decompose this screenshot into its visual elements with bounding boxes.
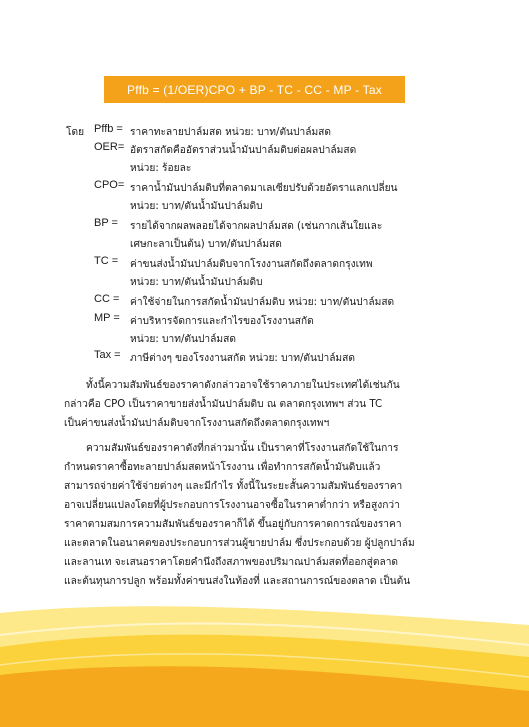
paragraph-2-line: และตลาดในอนาคตของประกอบการส่วนผู้ขายปาล์ม ซึ่งประกอบด้วย ผู้ปลูกปาล์ม <box>64 538 415 549</box>
desc-oer-line1: อัตราสกัดคืออัตราส่วนน้ำมันปาล์มดิบต่อผลปาล์มสด <box>130 145 357 156</box>
wave-graphic <box>0 595 529 727</box>
term-cc: CC = <box>94 293 120 305</box>
desc-pffb-line1: ราคาทะลายปาล์มสด หน่วย: บาท/ตันปาล์มสด <box>130 127 331 138</box>
desc-tc-line1: ค่าขนส่งน้ำมันปาล์มดิบจากโรงงานสกัดถึงตลาดกรุงเทพ <box>130 259 373 270</box>
term-cpo: CPO= <box>94 179 125 191</box>
paragraph-2-line: และลานเท จะเสนอราคาโดยคำนึงถึงสภาพของปริมาณปาล์มสดที่ออกสู่ตลาด <box>64 557 399 568</box>
desc-cc-line1: ค่าใช้จ่ายในการสกัดน้ำมันปาล์มดิบ หน่วย: บาท/ตันปาล์มสด <box>130 297 395 308</box>
paragraph-1-line: เป็นค่าขนส่งน้ำมันปาล์มดิบจากโรงงานสกัดถึงตลาดกรุงเทพฯ <box>64 418 330 429</box>
desc-mp-line1: ค่าบริหารจัดการและกำไรของโรงงานสกัด <box>130 316 314 327</box>
desc-tc-line2: หน่วย: บาท/ตันน้ำมันปาล์มดิบ <box>130 277 263 288</box>
desc-bp-line1: รายได้จากผลพลอยได้จากผลปาล์มสด (เช่นกากเส้นใยและ <box>130 221 383 232</box>
desc-oer-line2: หน่วย: ร้อยละ <box>130 163 192 174</box>
paragraph-1-line: ทั้งนี้ความสัมพันธ์ของราคาดังกล่าวอาจใช้ราคาภายในประเทศได้เช่นกัน <box>86 380 400 391</box>
paragraph-2-line: ความสัมพันธ์ของราคาดังที่กล่าวมานั้น เป็นราคาที่โรงงานสกัดใช้ในการ <box>86 443 399 454</box>
term-mp: MP = <box>94 312 120 324</box>
term-oer: OER= <box>94 141 125 153</box>
term-pffb: Pffb = <box>94 123 123 135</box>
paragraph-1-line: กล่าวคือ CPO เป็นราคาขายส่งน้ำมันปาล์มดิบ ณ ตลาดกรุงเทพฯ ส่วน TC <box>64 399 383 410</box>
term-bp: BP = <box>94 217 118 229</box>
desc-mp-line2: หน่วย: บาท/ตันปาล์มสด <box>130 334 236 345</box>
decorative-wave-band <box>0 595 529 727</box>
definitions-label: โดย <box>66 127 85 138</box>
term-tax: Tax = <box>94 349 121 361</box>
desc-cpo-line2: หน่วย: บาท/ตันน้ำมันปาล์มดิบ <box>130 201 263 212</box>
term-tc: TC = <box>94 255 119 267</box>
paragraph-2-line: สามารถจ่ายค่าใช้จ่ายต่างๆ และมีกำไร ทั้งนี้ในระยะสั้นความสัมพันธ์ของราคา <box>64 481 403 492</box>
paragraph-2-line: และต้นทุนการปลูก พร้อมทั้งค่าขนส่งในท้องที่ และสถานการณ์ของตลาด เป็นต้น <box>64 576 411 587</box>
desc-bp-line2: เศษกะลาเป็นต้น) บาท/ตันปาล์มสด <box>130 239 282 250</box>
formula-box <box>104 76 405 103</box>
desc-cpo-line1: ราคาน้ำมันปาล์มดิบที่ตลาดมาเลเซียปรับด้วยอัตราแลกเปลี่ยน <box>130 183 398 194</box>
desc-tax-line1: ภาษีต่างๆ ของโรงงานสกัด หน่วย: บาท/ตันปาล์มสด <box>130 353 355 364</box>
paragraph-2-line: กำหนดราคาซื้อทะลายปาล์มสดหน้าโรงงาน เพื่อทำการสกัดน้ำมันดิบแล้ว <box>64 462 381 473</box>
paragraph-2-line: อาจเปลี่ยนแปลงโดยที่ผู้ประกอบการโรงงานอาจซื้อในราคาต่ำกว่า หรือสูงกว่า <box>64 500 400 511</box>
formula-text: Pffb = (1/OER)CPO + BP - TC - CC - MP - Tax <box>127 82 382 97</box>
paragraph-2-line: ราคาตามสมการความสัมพันธ์ของราคาก็ได้ ขึ้นอยู่กับการคาดการณ์ของราคา <box>64 519 402 530</box>
